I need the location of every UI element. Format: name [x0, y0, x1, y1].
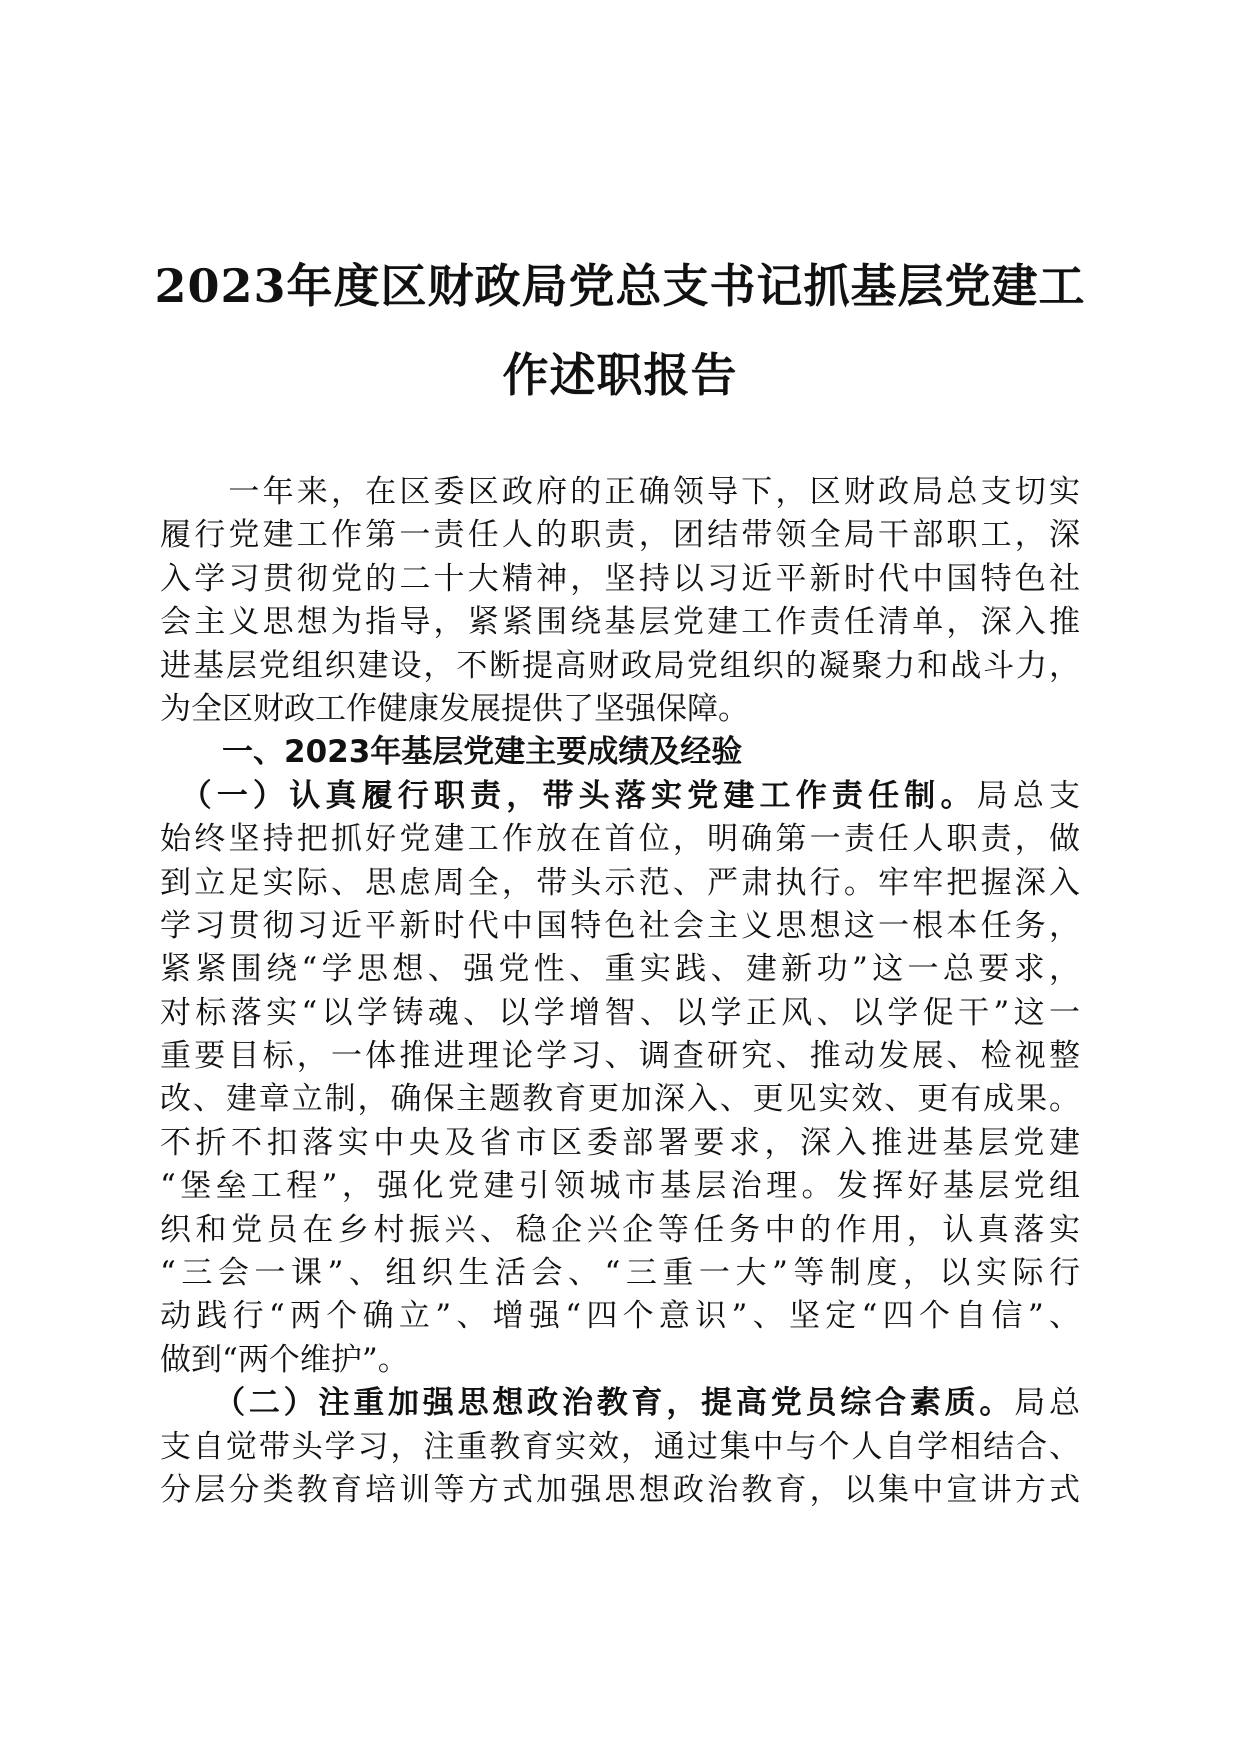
intro-line: 一年来，在区委区政府的正确领导下，区财政局总支切实: [160, 474, 1080, 510]
intro-line: 会主义思想为指导，紧紧围绕基层党建工作责任清单，深入推: [160, 604, 1080, 641]
section-1-line: 学习贯彻习近平新时代中国特色社会主义思想这一根本任务，: [160, 907, 1080, 944]
intro-line: 进基层党组织建设，不断提高财政局党组织的凝聚力和战斗力，: [160, 647, 1080, 684]
document-title-line-2: 作述职报告: [502, 348, 738, 402]
document-title-line-1: 2023年度区财政局党总支书记抓基层党建工: [154, 259, 1086, 313]
section-1-line: “堡垒工程”，强化党建引领城市基层治理。发挥好基层党组: [160, 1168, 1080, 1205]
section-2-first-line: [160, 1382, 1080, 1425]
section-2-line: 支自觉带头学习，注重教育实效，通过集中与个人自学相结合、: [160, 1428, 1080, 1465]
section-1-line: 改、建章立制，确保主题教育更加深入、更见实效、更有成果。: [160, 1081, 1080, 1118]
intro-line: 履行党建工作第一责任人的职责，团结带领全局干部职工，深: [160, 517, 1080, 554]
section-1-first-line: [160, 775, 1080, 818]
section-2-subheading: （二）注重加强思想政治教育，提高党员综合素质。: [160, 1385, 1015, 1422]
section-1-first-line-rest: 局总支: [976, 777, 1081, 814]
section-1-line: 动践行“两个确立”、增强“四个意识”、坚定“四个自信”、: [160, 1298, 1080, 1335]
section-1-line: “三会一课”、组织生活会、“三重一大”等制度，以实际行: [160, 1255, 1080, 1292]
section-1-line: 织和党员在乡村振兴、稳企兴企等任务中的作用，认真落实: [160, 1211, 1080, 1248]
document-body: [160, 471, 1080, 1512]
section-1-line: 紧紧围绕“学思想、强党性、重实践、建新功”这一总要求，: [160, 951, 1080, 988]
section-1-line: 始终坚持把抓好党建工作放在首位，明确第一责任人职责，做: [160, 821, 1080, 858]
section-1-line: 到立足实际、思虑周全，带头示范、严肃执行。牢牢把握深入: [160, 864, 1080, 901]
section-2-line: 分层分类教育培训等方式加强思想政治教育，以集中宣讲方式: [160, 1471, 1080, 1508]
section-heading-1: 一、2023年基层党建主要成绩及经验: [222, 734, 743, 771]
section-1-line: 不折不扣落实中央及省市区委部署要求，深入推进基层党建: [160, 1124, 1080, 1161]
section-1-line: 重要目标，一体推进理论学习、调查研究、推动发展、检视整: [160, 1038, 1080, 1075]
section-1-line: 对标落实“以学铸魂、以学增智、以学正风、以学促干”这一: [160, 994, 1080, 1031]
section-1-line: 做到“两个维护”。: [160, 1341, 409, 1378]
section-1-subheading: （一）认真履行职责，带头落实党建工作责任制。: [160, 777, 977, 814]
intro-line: 为全区财政工作健康发展提供了坚强保障。: [160, 690, 749, 727]
section-2-first-line-rest: 局总: [1014, 1385, 1081, 1422]
intro-line: 入学习贯彻党的二十大精神，坚持以习近平新时代中国特色社: [160, 560, 1080, 597]
